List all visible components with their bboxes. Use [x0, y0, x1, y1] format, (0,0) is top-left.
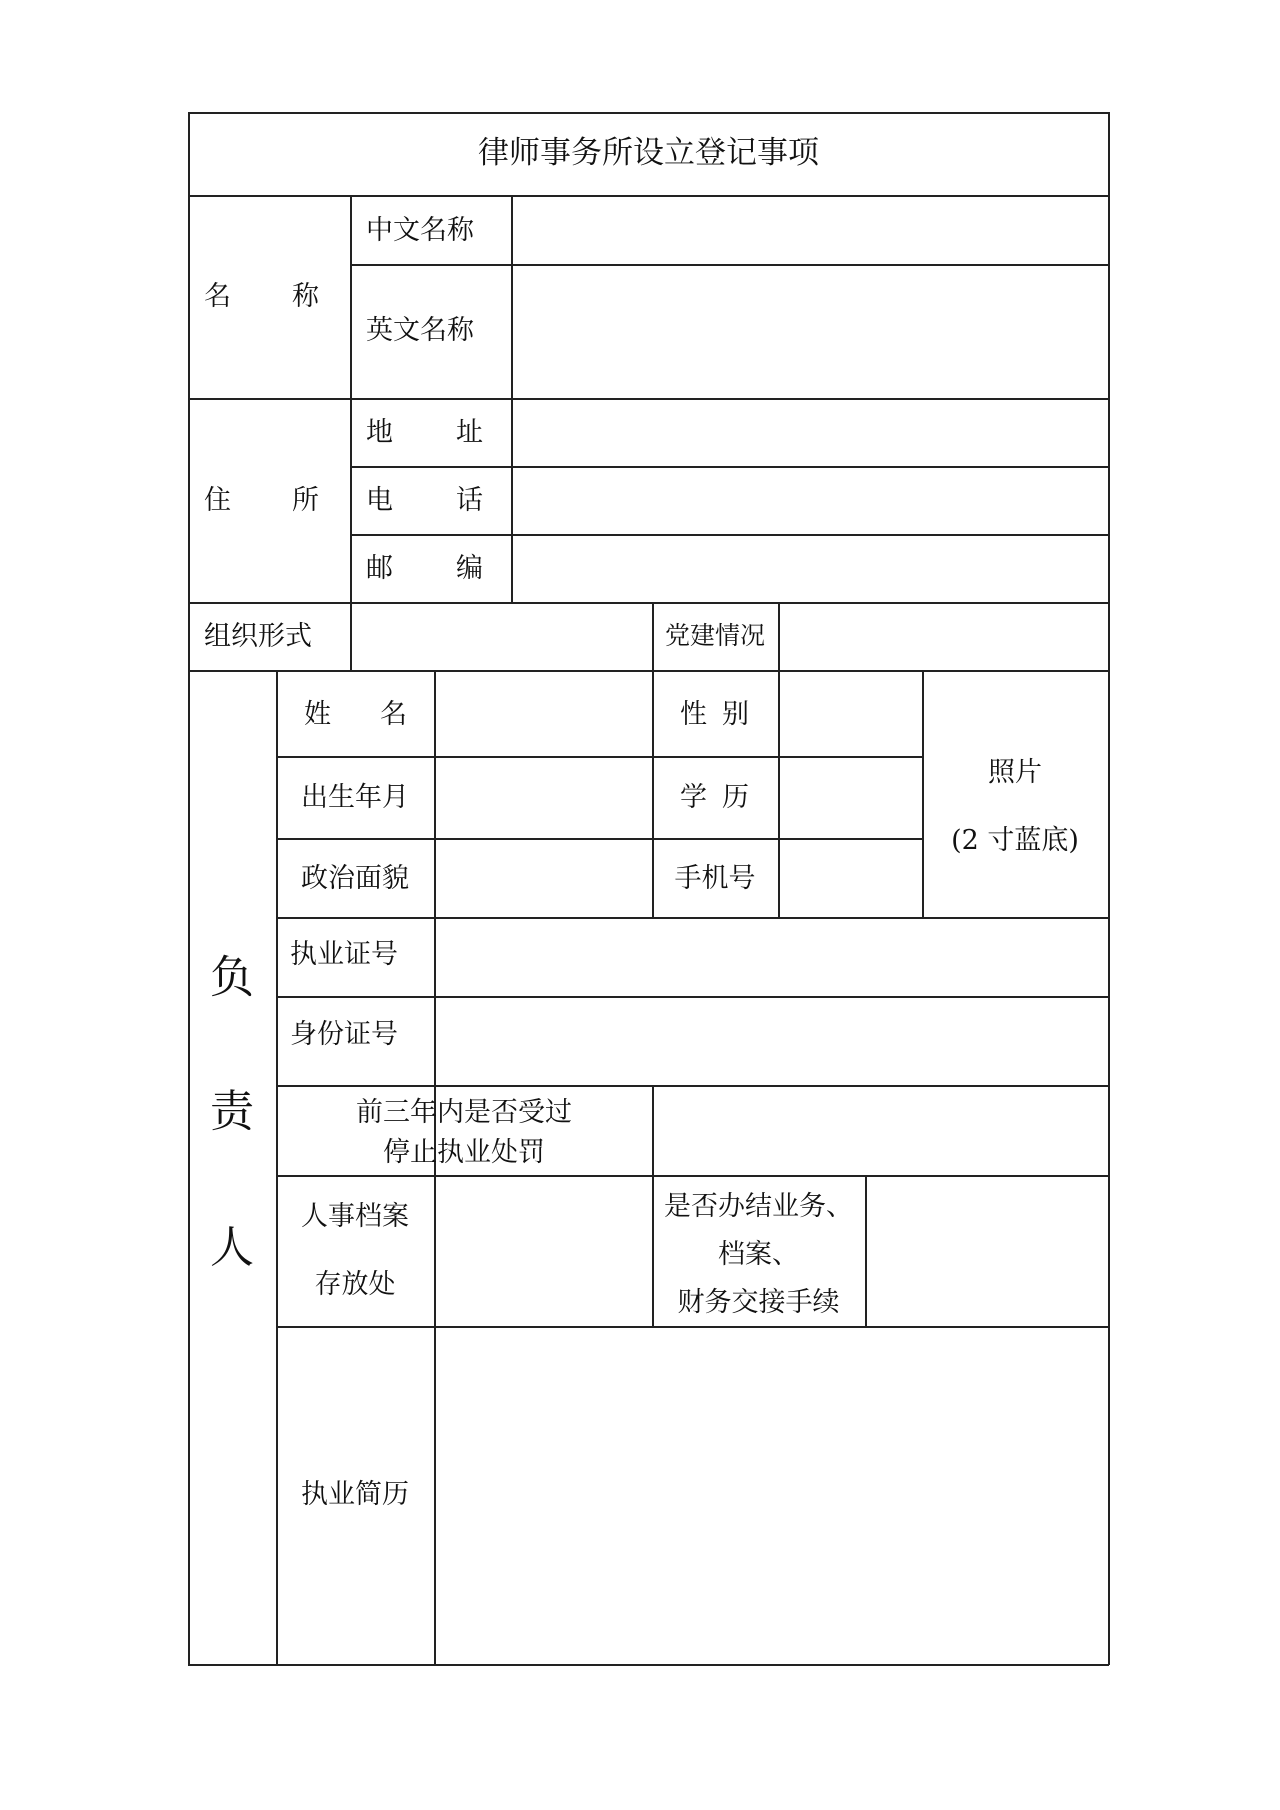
residence-label-char: 所 — [292, 485, 319, 516]
party-building-field[interactable] — [780, 604, 1107, 669]
english-name-label: 英文名称 — [366, 315, 474, 346]
org-form-label: 组织形式 — [204, 621, 312, 652]
chinese-name-label: 中文名称 — [366, 215, 474, 246]
name-section-label-char: 名 — [204, 281, 231, 312]
resume-label: 执业简历 — [301, 1479, 409, 1510]
education-field[interactable] — [780, 758, 921, 837]
birth-field[interactable] — [436, 758, 651, 837]
principal-name-field[interactable] — [436, 672, 651, 755]
principal-name-label-char: 名 — [380, 699, 407, 730]
form-title: 律师事务所设立登记事项 — [478, 135, 819, 171]
resume-field[interactable] — [436, 1328, 1107, 1663]
id-no-field[interactable] — [436, 998, 1107, 1084]
gender-field[interactable] — [780, 672, 921, 755]
principal-vertical-char: 责 — [210, 1086, 254, 1137]
gender-label-char: 性 — [680, 699, 707, 730]
table-border-top — [188, 112, 1109, 114]
principal-vertical-char: 负 — [210, 952, 254, 1003]
principal-name-label-char: 姓 — [304, 699, 331, 730]
phone-field[interactable] — [513, 468, 1107, 533]
postcode-label-char: 邮 — [366, 553, 393, 584]
table-border-right — [1108, 112, 1110, 1665]
handover-field[interactable] — [867, 1177, 1107, 1325]
english-name-field[interactable] — [513, 266, 1107, 397]
education-label-char: 历 — [722, 782, 749, 813]
mobile-label: 手机号 — [674, 863, 756, 894]
party-building-label: 党建情况 — [664, 621, 765, 650]
divider — [350, 195, 352, 671]
org-form-field[interactable] — [352, 604, 651, 669]
address-label-char: 址 — [456, 417, 483, 448]
chinese-name-field[interactable] — [513, 197, 1107, 263]
license-no-label: 执业证号 — [290, 939, 398, 970]
name-section-label-char: 称 — [292, 281, 319, 312]
photo-note: (2 寸蓝底) — [951, 825, 1079, 856]
photo-label: 照片 — [988, 757, 1042, 788]
address-label-char: 地 — [366, 417, 393, 448]
penalty-label-line: 停止执业处罚 — [383, 1137, 545, 1168]
table-border-bottom — [188, 1664, 1109, 1666]
archive-label-line: 存放处 — [314, 1269, 396, 1300]
postcode-field[interactable] — [513, 536, 1107, 601]
postcode-label-char: 编 — [456, 553, 483, 584]
handover-label-line: 档案、 — [718, 1239, 799, 1270]
license-no-field[interactable] — [436, 919, 1107, 995]
archive-location-field[interactable] — [436, 1177, 651, 1325]
penalty-field[interactable] — [654, 1087, 1107, 1174]
id-no-label: 身份证号 — [290, 1019, 398, 1050]
gender-label-char: 别 — [722, 699, 749, 730]
political-label: 政治面貌 — [301, 863, 409, 894]
address-field[interactable] — [513, 400, 1107, 465]
phone-label-char: 电 — [366, 485, 393, 516]
handover-label-line: 财务交接手续 — [677, 1287, 840, 1318]
residence-label-char: 住 — [204, 485, 231, 516]
table-border-left — [188, 112, 190, 1665]
birth-label: 出生年月 — [301, 782, 409, 813]
handover-label-line: 是否办结业务、 — [664, 1191, 853, 1222]
phone-label-char: 话 — [456, 485, 483, 516]
education-label-char: 学 — [680, 782, 707, 813]
archive-label-line: 人事档案 — [301, 1201, 409, 1232]
principal-vertical-char: 人 — [210, 1222, 254, 1273]
political-field[interactable] — [436, 840, 651, 916]
mobile-field[interactable] — [780, 840, 921, 916]
photo-area[interactable] — [924, 672, 1107, 916]
penalty-label-line: 前三年内是否受过 — [356, 1097, 572, 1128]
